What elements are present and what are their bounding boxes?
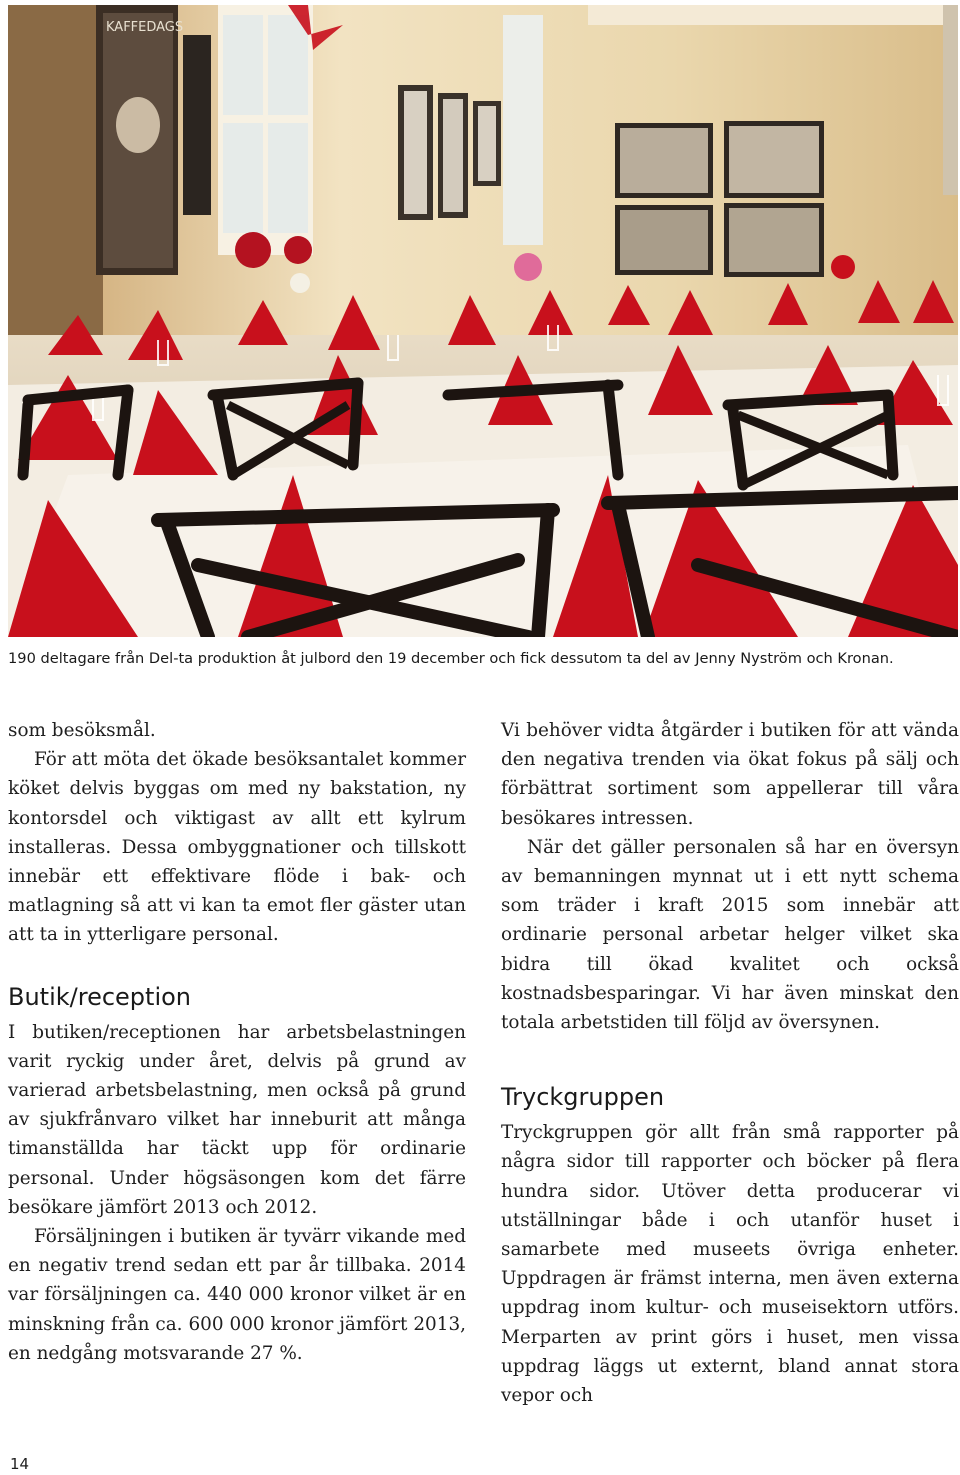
photo-caption: 190 deltagare från Del-ta produktion åt julbord den 19 december och fick dessutom ta del av Jenny Nyström och Kronan. [8, 650, 894, 667]
restaurant-photo [8, 5, 958, 637]
right-paragraph-3: Tryckgruppen gör allt från små rapporter på några sidor till rapporter och böcker på flera hundra sidor. Utöver detta producerar vi utställningar både i och utanför huset i samarbete med museets övriga enheter. Uppdragen är främst interna, men även externa uppdrag inom kultur- och museisektorn utförs. Merparten av print görs i huset, men vissa uppdrag läggs ut externt, bland annat stora vepor och [501, 1122, 959, 1407]
right-column [501, 716, 959, 1410]
left-paragraph-2: För att möta det ökade besöksantalet kommer köket delvis byggas om med ny bakstation, ny kontorsdel och viktigast av allt ett kylrum installeras. Dessa ombyggnationer och tillskott innebär ett effektivare flöde i bak- och matlagning så att vi kan ta emot fler gäster utan att ta in ytterligare personal. [8, 749, 466, 946]
page-number: 14 [10, 1455, 30, 1473]
left-column [8, 716, 466, 1368]
photo-illustration [8, 5, 958, 637]
left-paragraph-4: Försäljningen i butiken är tyvärr vikande med en negativ trend sedan ett par år tillbaka. 2014 var försäljningen ca. 440 000 kronor vilket är en minskning från ca. 600 000 kronor jämfört 2013, en nedgång motsvarande 27 %. [8, 1226, 466, 1364]
section-heading-tryckgruppen: Tryckgruppen [501, 1083, 665, 1112]
right-paragraph-2: När det gäller personalen så har en översyn av bemanningen mynnat ut i ett nytt schema som träder i kraft 2015 som innebär att ordinarie personal arbetar helger vilket ska bidra till ökad kvalitet och också kostnadsbesparingar. Vi har även minskat den totala arbetstiden till följd av översynen. [501, 836, 959, 1034]
poster-title: KAFFEDAGS [106, 20, 184, 35]
section-heading-butik: Butik/reception [8, 982, 192, 1011]
left-paragraph-1: som besöksmål. [8, 720, 156, 741]
left-paragraph-3: I butiken/receptionen har arbetsbelastningen varit ryckig under året, delvis på grund av varierad arbetsbelastning, men också på grund av sjukfrånvaro vilket har inneburit att många timanställda har täckt upp för ordinarie personal. Under högsäsongen kom det färre besökare jämfört 2013 och 2012. [8, 1021, 466, 1218]
right-paragraph-1: Vi behöver vidta åtgärder i butiken för att vända den negativa trenden via ökat fokus på sälj och förbättrat sortiment som appellerar till våra besökares intressen. [501, 720, 959, 829]
